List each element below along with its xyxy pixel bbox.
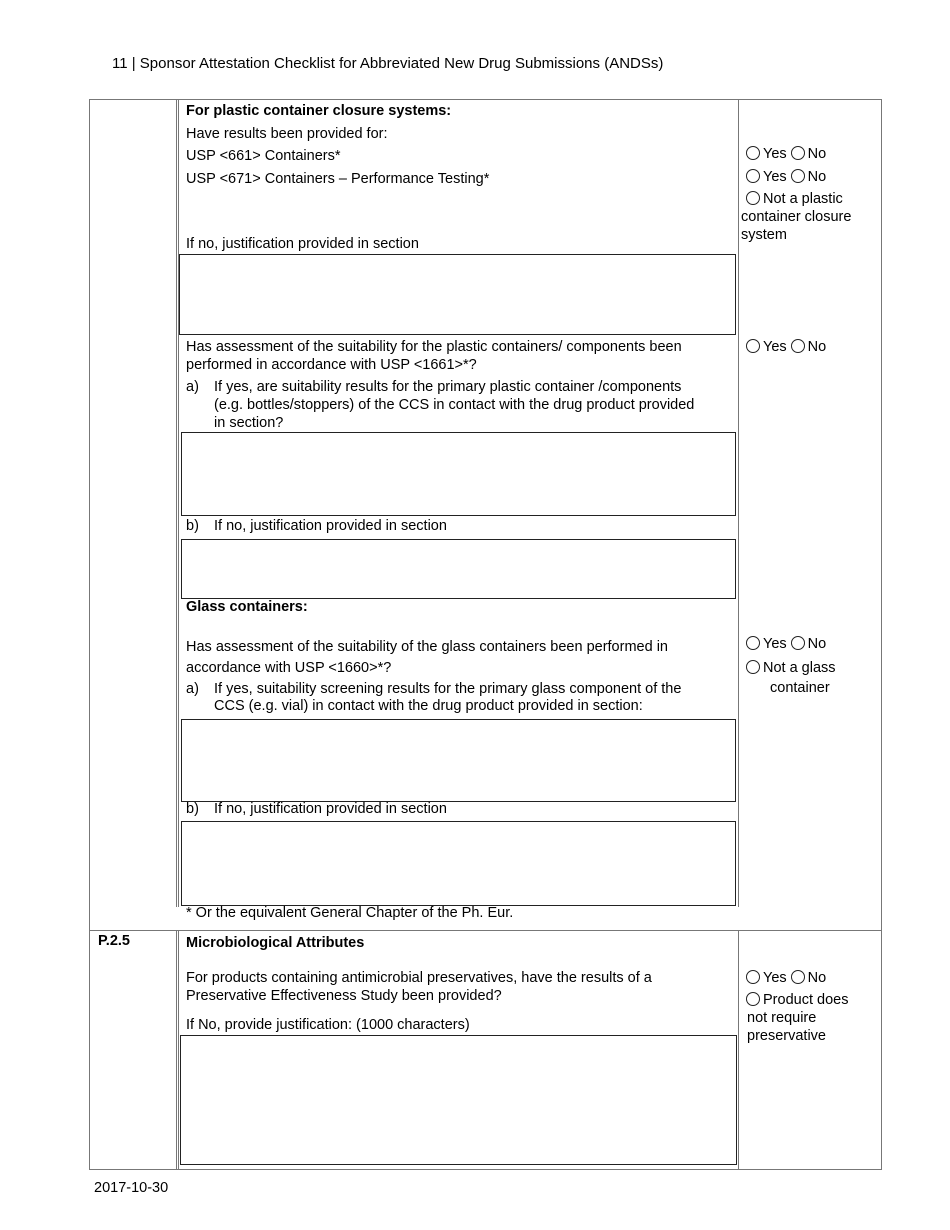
no-preservative-radio[interactable]: Product does [746, 992, 848, 1008]
not-glass-radio[interactable]: Not a glass [746, 660, 836, 676]
usp1661-yes-radio[interactable]: Yes [746, 339, 787, 355]
p25-question-line2: Preservative Effectiveness Study been provided? [186, 988, 502, 1004]
usp671-yes-radio[interactable]: Yes [746, 169, 787, 185]
plastic-b-item: b) If no, justification provided in section [186, 518, 447, 534]
section-code-p25: P.2.5 [98, 933, 130, 949]
usp1661-no-radio[interactable]: No [791, 339, 827, 355]
glass-footnote: * Or the equivalent General Chapter of the Ph. Eur. [186, 905, 514, 921]
not-plastic-label-line3: system [741, 227, 787, 243]
pes-yes-radio[interactable]: Yes [746, 970, 787, 986]
glass-section-heading: Glass containers: [186, 599, 308, 615]
plastic-intro: Have results been provided for: [186, 126, 388, 142]
usp671-question: USP <671> Containers – Performance Testing* [186, 171, 490, 187]
p25-justification-label: If No, provide justification: (1000 characters) [186, 1017, 470, 1033]
usp661-no-radio[interactable]: No [791, 146, 827, 162]
usp661-yes-radio[interactable]: Yes [746, 146, 787, 162]
glass-b-item: b) If no, justification provided in section [186, 801, 447, 817]
plastic-assessment-line2: performed in accordance with USP <1661>*? [186, 357, 477, 373]
plastic-assessment-line1: Has assessment of the suitability for the plastic containers/ components been [186, 339, 682, 355]
glass-suitability-section-field[interactable] [181, 719, 736, 802]
glass-assessment-line2: accordance with USP <1660>*? [186, 660, 392, 676]
plastic-justification-field[interactable] [179, 254, 736, 335]
no-preservative-label-line3: preservative [747, 1028, 826, 1044]
plastic-b-justification-field[interactable] [181, 539, 736, 599]
p25-question-line1: For products containing antimicrobial preservatives, have the results of a [186, 970, 652, 986]
usp671-no-radio[interactable]: No [791, 169, 827, 185]
glass-a-line2: CCS (e.g. vial) in contact with the drug product provided in section: [214, 698, 643, 714]
usp671-options [746, 169, 826, 185]
usp1660-no-radio[interactable]: No [791, 636, 827, 652]
usp661-options [746, 146, 826, 162]
pes-no-radio[interactable]: No [791, 970, 827, 986]
usp1660-options [746, 636, 826, 652]
plastic-suitability-section-field[interactable] [181, 432, 736, 516]
usp1661-options [746, 339, 826, 355]
glass-assessment-line1: Has assessment of the suitability of the glass containers been performed in [186, 639, 668, 655]
p25-heading: Microbiological Attributes [186, 935, 365, 951]
page-header-title: 11 | Sponsor Attestation Checklist for Abbreviated New Drug Submissions (ANDSs) [112, 55, 664, 72]
plastic-a-line3: in section? [214, 415, 284, 431]
plastic-section-heading: For plastic container closure systems: [186, 103, 452, 119]
footer-date: 2017-10-30 [94, 1180, 169, 1196]
not-glass-label-line2: container [770, 680, 830, 696]
usp661-question: USP <661> Containers* [186, 148, 341, 164]
plastic-a-item: a) If yes, are suitability results for the primary plastic container /components [186, 379, 682, 395]
p25-justification-field[interactable] [180, 1035, 737, 1165]
glass-b-justification-field[interactable] [181, 821, 736, 906]
glass-a-item: a) If yes, suitability screening results for the primary glass component of the [186, 681, 682, 697]
plastic-a-line2: (e.g. bottles/stoppers) of the CCS in contact with the drug product provided [214, 397, 695, 413]
not-plastic-label-line2: container closure [741, 209, 852, 225]
no-preservative-label-line2: not require [747, 1010, 817, 1026]
not-plastic-radio[interactable]: Not a plastic [746, 191, 843, 207]
pes-options [746, 970, 826, 986]
usp1660-yes-radio[interactable]: Yes [746, 636, 787, 652]
plastic-justification-label: If no, justification provided in section [186, 236, 419, 252]
